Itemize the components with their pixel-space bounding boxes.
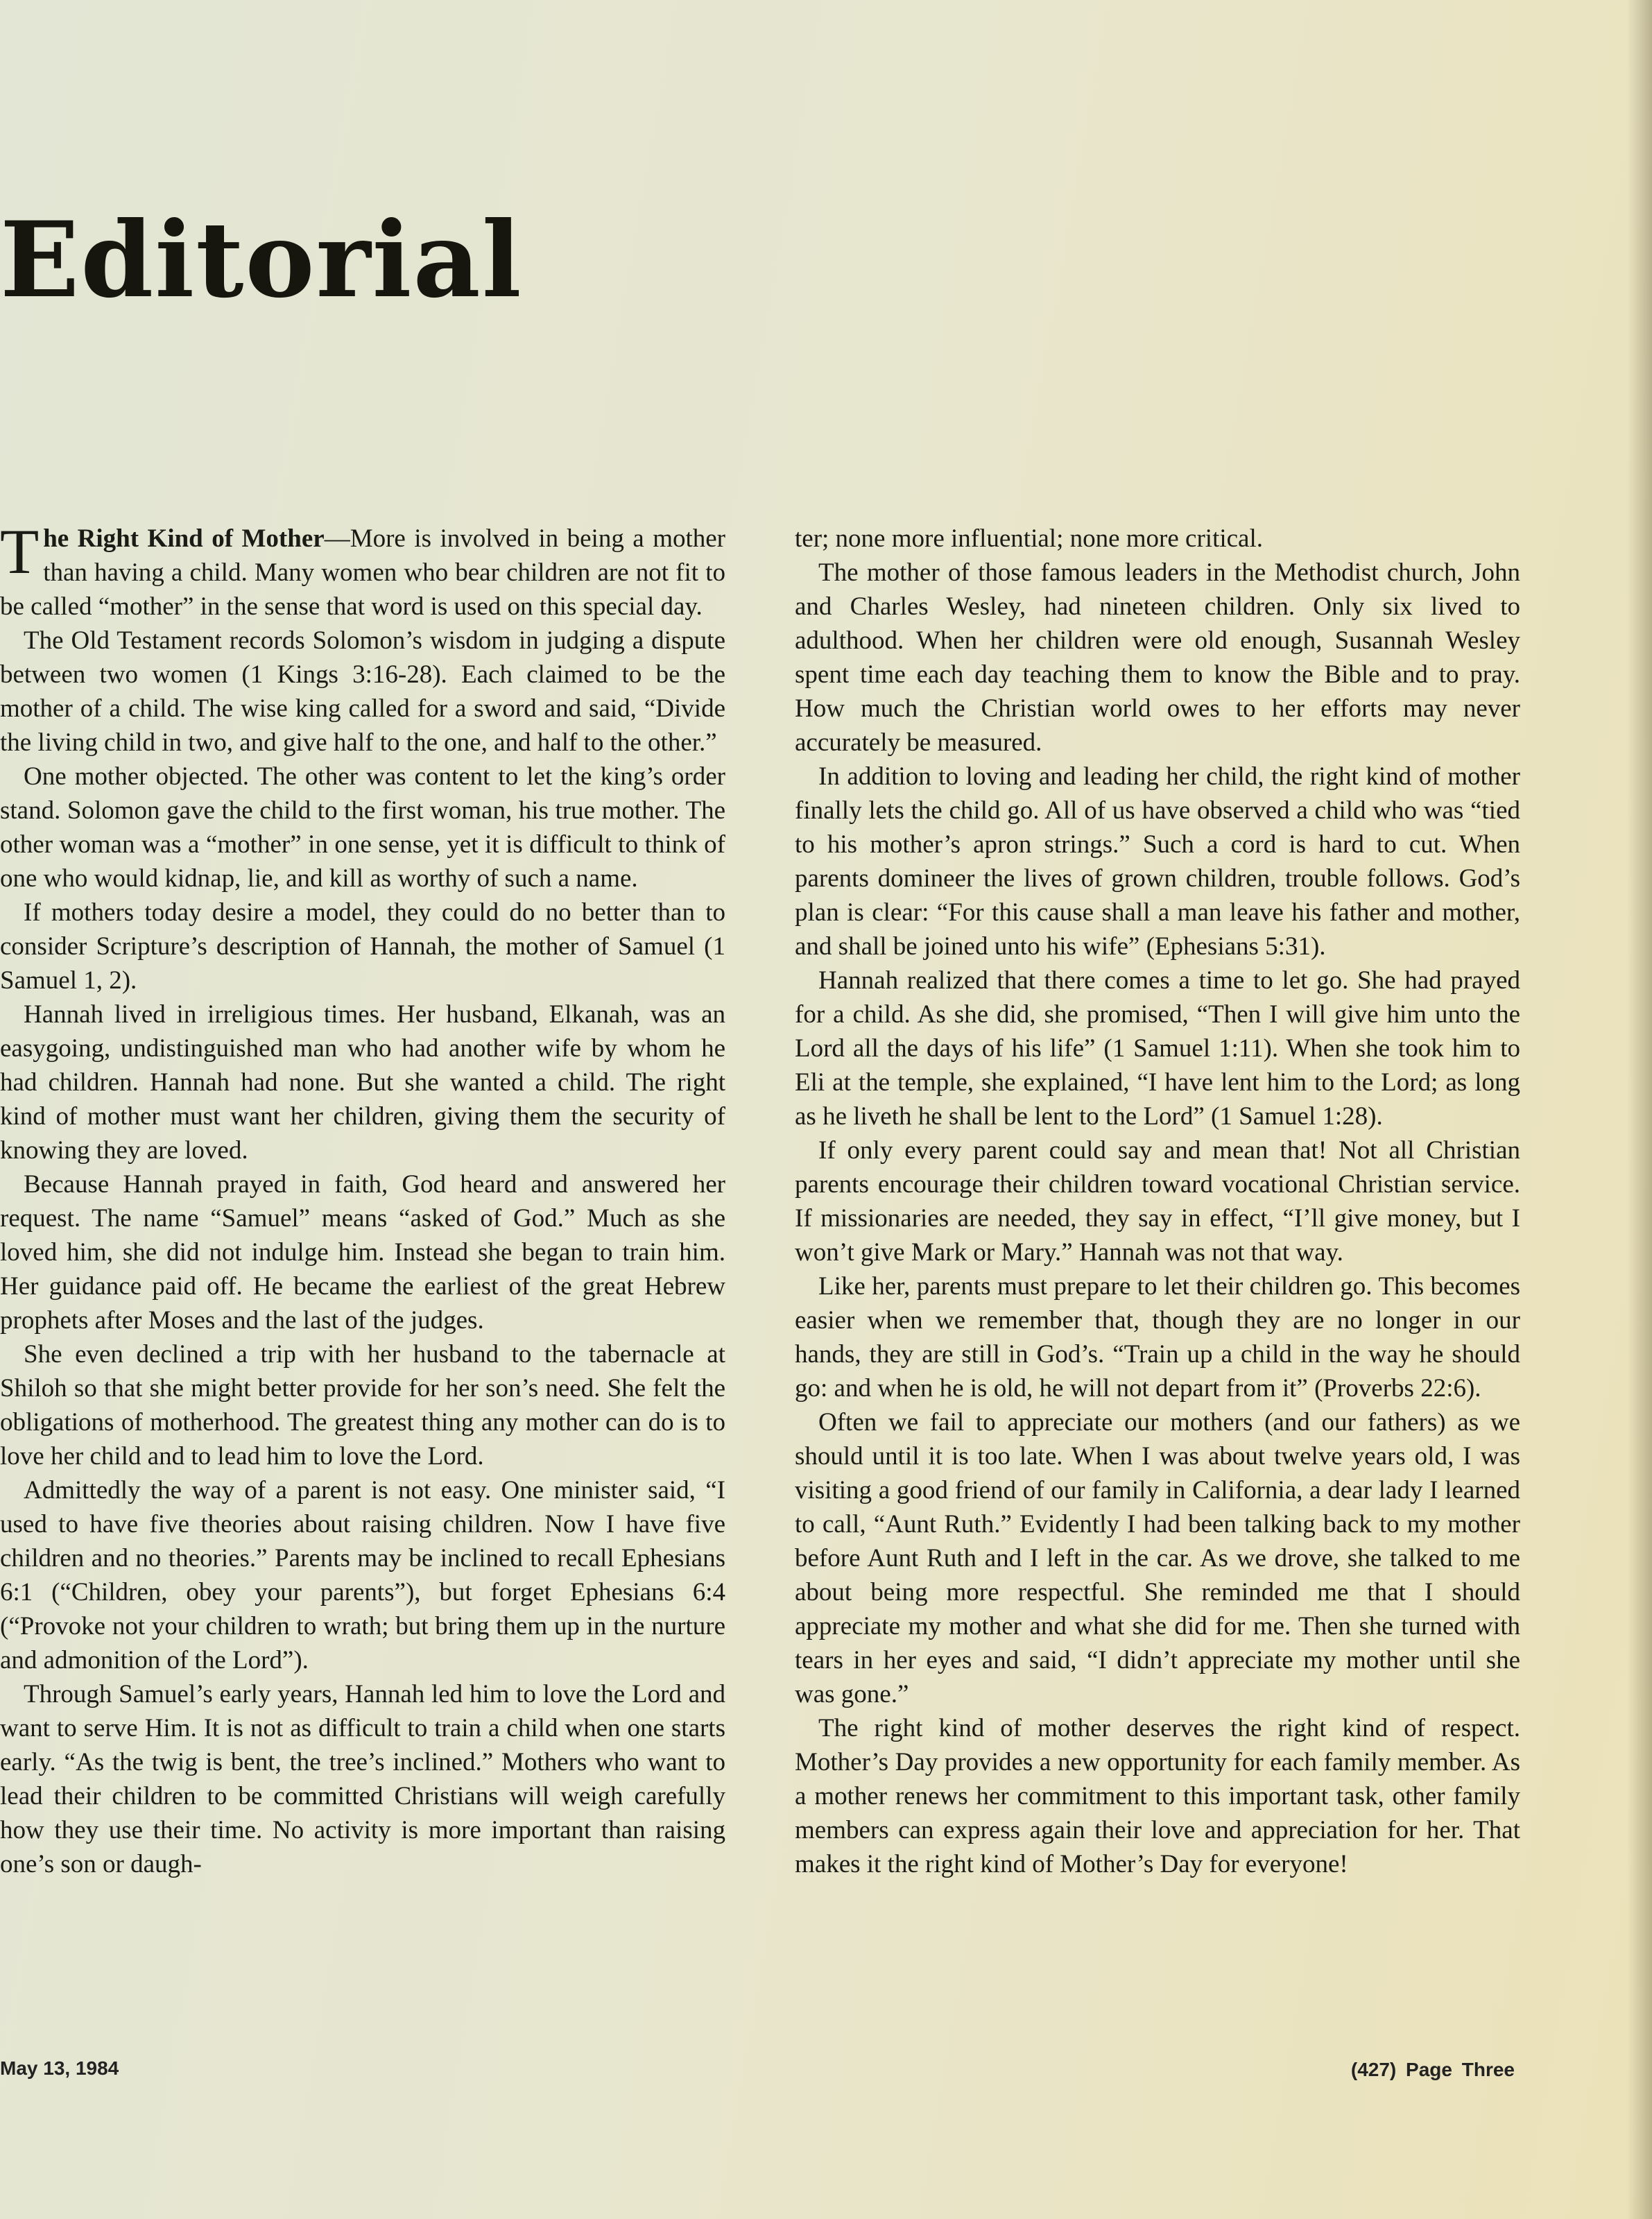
article-column-right [795,522,1520,1881]
page-edge-shadow [1627,0,1652,2219]
article-paragraph: If only every parent could say and mean that! Not all Christian parents encourage their children toward vocational Christian service. If missionaries are needed, they say in effect, “I’ll give money, but I won’t give Mark or Mary.” Hannah was not that way. [795,1136,1520,1267]
footer-page [1351,2059,1515,2081]
article-column-left [0,516,726,1881]
drop-cap: T [0,516,40,587]
page-number: (427) [1350,2059,1397,2080]
article-paragraph: She even declined a trip with her husband to the tabernacle at Shiloh so that she might better provide for her son’s need. She felt the obligations of motherhood. The greatest thing any mother can do is to love her child and to lead him to love the Lord. [0,1340,725,1471]
article-paragraph: One mother objected. The other was content to let the king’s order stand. Solomon gave the child to the first woman, his true mother. The other woman was a “mother” in one sense, yet it is difficult to think of one who would kidnap, lie, and kill as worthy of such a name. [0,762,725,893]
article-paragraph: In addition to loving and leading her child, the right kind of mother finally lets the child go. All of us have observed a child who was “tied to his mother’s apron strings.” Such a cord is hard to cut. When parents domineer the lives of grown children, trouble follows. God’s plan is clear: “For this cause shall a man leave his father and mother, and shall be joined unto his wife” (Ephesians 5:31). [795,762,1520,961]
footer-date: May 13, 1984 [0,2057,119,2079]
bleed-through-decoration [735,170,754,233]
article-paragraph: Hannah lived in irreligious times. Her husband, Elkanah, was an easygoing, undistinguished man who had another wife by whom he had children. Hannah had none. But she wanted a child. The right kind of mother must want her children, giving them the security of knowing they are loved. [0,1000,725,1165]
article-paragraph-continuation: ter; none more influential; none more critical. [795,524,1263,553]
article-paragraph: Often we fail to appreciate our mothers (and our fathers) as we should until it is too late. When I was about twelve years old, I was visiting a good friend of our family in California, a dear lady I learned to call, “Aunt Ruth.” Evidently I had been talking back to my mother before Aunt Ruth and I left in the car. As we drove, she talked to me about being more respectful. She reminded me that I should appreciate my mother and what she did for me. Then she turned with tears in her eyes and said, “I didn’t appreciate my mother until she was gone.” [795,1408,1520,1708]
article-paragraph: The right kind of mother deserves the right kind of respect. Mother’s Day provides a new opportunity for each family member. As a mother renews her commitment to this important task, other family members can express again their love and appreciation for her. That makes it the right kind of Mother’s Day for everyone! [795,1714,1520,1878]
article-paragraph: Because Hannah prayed in faith, God heard and answered her request. The name “Samuel” means “asked of God.” Much as she loved him, she did not indulge him. Instead she began to train him. Her guidance paid off. He became the earliest of the great Hebrew prophets after Moses and the last of the judges. [0,1170,725,1335]
article-paragraph: Admittedly the way of a parent is not easy. One minister said, “I used to have five theories about raising children. Now I have five children and no theories.” Parents may be inclined to recall Ephesians 6:1 (“Children, obey your parents”), but forget Ephesians 6:4 (“Provoke not your children to wrath; but bring them up in the nurture and admonition of the Lord”). [0,1476,725,1674]
article-paragraph: If mothers today desire a model, they could do no better than to consider Scripture’s description of Hannah, the mother of Samuel (1 Samuel 1, 2). [0,898,725,995]
article-paragraph: The Old Testament records Solomon’s wisdom in judging a dispute between two women (1 Kings 3:16-28). Each claimed to be the mother of a child. The wise king called for a sword and said, “Divide the living child in two, and give half to the one, and half to the other.” [0,626,725,757]
page-title: Editorial [0,199,523,321]
page-label: Page Three [1406,2059,1515,2080]
article-lead-paragraph [0,516,726,624]
article-paragraph: Through Samuel’s early years, Hannah led him to love the Lord and want to serve Him. It is not as difficult to train a child when one starts early. “As the twig is bent, the tree’s inclined.” Mothers who want to lead their children to be committed Christians will weigh carefully how they use their time. No activity is more important than raising one’s son or daugh- [0,1680,725,1878]
article-paragraph: Hannah realized that there comes a time to let go. She had prayed for a child. As she did, she promised, “Then I will give him unto the Lord all the days of his life” (1 Samuel 1:11). When she took him to Eli at the temple, she explained, “I have lent him to the Lord; as long as he liveth he shall be lent to the Lord” (1 Samuel 1:28). [795,966,1520,1131]
article-lead-head: he Right Kind of Mother [43,524,325,553]
article-paragraph: Like her, parents must prepare to let their children go. This becomes easier when we remember that, though they are no longer in our hands, they are still in God’s. “Train up a child in the way he should go: and when he is old, he will not depart from it” (Proverbs 22:6). [795,1272,1520,1403]
article-paragraph-text: —More is involved in being a mother than having a child. Many women who bear children are not fit to be called “mother” in the sense that word is used on this special day. [0,524,726,621]
article-paragraph: The mother of those famous leaders in the Methodist church, John and Charles Wesley, had nineteen children. Only six lived to adulthood. When her children were old enough, Susannah Wesley spent time each day teaching them to know the Bible and to pray. How much the Christian world owes to her efforts may never accurately be measured. [795,558,1520,757]
